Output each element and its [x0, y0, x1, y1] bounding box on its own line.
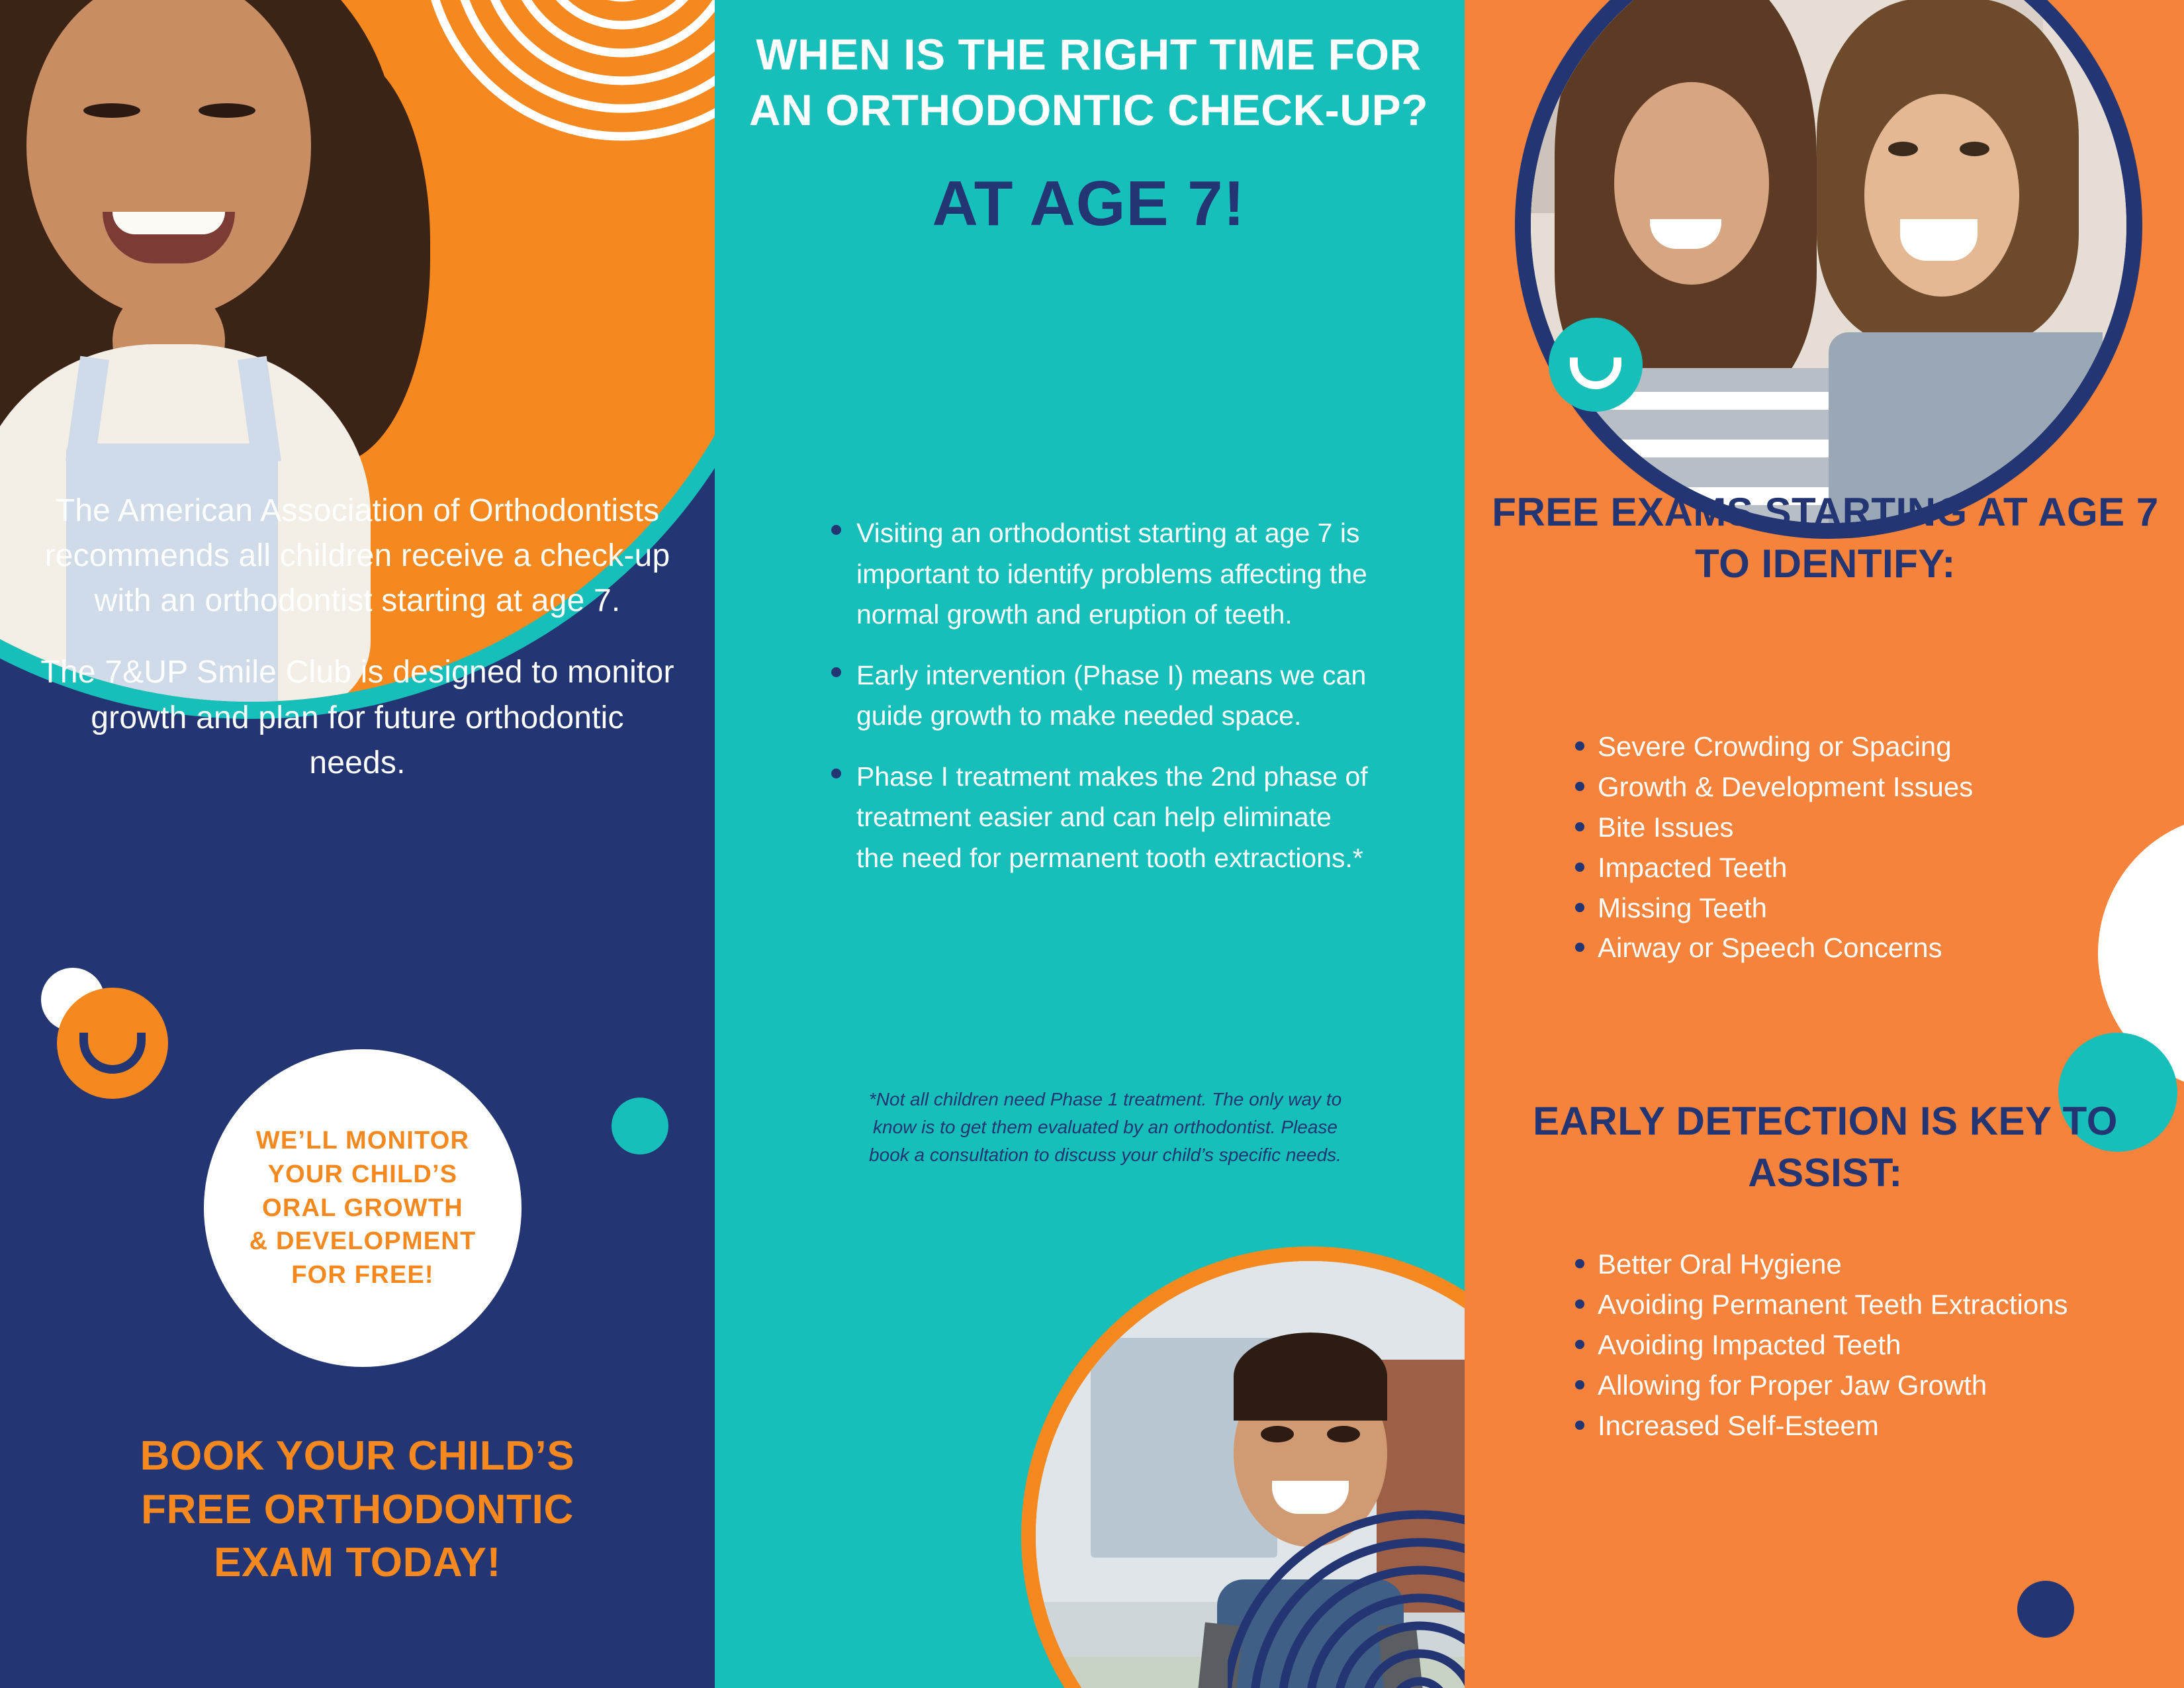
badge-text	[250, 1124, 477, 1293]
center-footnote: *Not all children need Phase 1 treatment. The only way to know is to get them evaluated by an orthodontist. Please book a consultation to discuss your child’s specific needs.	[868, 1089, 1342, 1165]
badge-line-5-emphasis: FREE!	[354, 1261, 434, 1289]
badge-line-2: YOUR CHILD’S	[267, 1160, 458, 1188]
free-monitoring-badge	[204, 1049, 522, 1367]
list-item: Better Oral Hygiene	[1575, 1244, 2171, 1285]
list-item: Avoiding Permanent Teeth Extractions	[1575, 1285, 2171, 1325]
cta-line-2: FREE ORTHODONTIC	[141, 1486, 574, 1532]
smile-mouth-arc	[1570, 357, 1621, 389]
badge-line-4: & DEVELOPMENT	[249, 1227, 477, 1256]
call-to-action[interactable]	[40, 1430, 675, 1590]
list-item: Early intervention (Phase I) means we can guide growth to make needed space.	[856, 655, 1377, 737]
left-panel-copy	[40, 489, 675, 786]
left-paragraph-1: The American Association of Orthodontists recommends all children receive a check-up with an orthodontist starting at age 7.	[44, 493, 670, 619]
center-answer: AT AGE 7!	[932, 168, 1246, 239]
center-bullet-list	[827, 513, 1377, 898]
list-item: Missing Teeth	[1575, 888, 2171, 929]
center-heading: WHEN IS THE RIGHT TIME FOR AN ORTHODONTIC CHECK-UP?	[749, 30, 1429, 135]
navy-dot-decoration	[2017, 1581, 2074, 1638]
badge-line-5-prefix: FOR	[291, 1261, 355, 1289]
teal-dot-decoration	[612, 1098, 668, 1154]
cta-line-3-emphasis: EXAM	[214, 1540, 334, 1586]
right-list-1	[1575, 727, 2171, 968]
mother-and-son-photo-circle	[1531, 0, 2126, 523]
badge-line-5	[250, 1258, 477, 1292]
badge-line-1: WE’LL MONITOR	[255, 1126, 470, 1154]
list-item: Impacted Teeth	[1575, 848, 2171, 888]
smile-icon	[57, 988, 168, 1099]
right-list-2	[1575, 1244, 2171, 1446]
list-item: Phase I treatment makes the 2nd phase of treatment easier and can help eliminate the need for permanent tooth extractions.*	[856, 757, 1377, 879]
cta-line-3-suffix: TODAY!	[334, 1540, 501, 1586]
smile-mouth-arc	[79, 1033, 146, 1074]
list-item: Severe Crowding or Spacing	[1575, 727, 2171, 767]
list-item: Increased Self-Esteem	[1575, 1406, 2171, 1446]
right-heading-1: FREE EXAMS STARTING AT AGE 7 TO IDENTIFY:	[1492, 490, 2159, 586]
left-paragraph-2: The 7&UP Smile Club is designed to monitor growth and plan for future orthodontic needs.	[40, 655, 674, 780]
list-item: Growth & Development Issues	[1575, 767, 2171, 808]
badge-line-3: ORAL GROWTH	[262, 1194, 463, 1222]
list-item: Bite Issues	[1575, 808, 2171, 848]
list-item: Avoiding Impacted Teeth	[1575, 1325, 2171, 1366]
right-heading-2: EARLY DETECTION IS KEY TO ASSIST:	[1533, 1099, 2118, 1195]
cta-line-3	[40, 1536, 675, 1590]
list-item: Allowing for Proper Jaw Growth	[1575, 1366, 2171, 1406]
list-item: Airway or Speech Concerns	[1575, 928, 2171, 968]
list-item: Visiting an orthodontist starting at age 7 is important to identify problems affecting the normal growth and eruption of teeth.	[856, 513, 1377, 635]
smile-icon	[1549, 318, 1643, 412]
cta-line-1: BOOK YOUR CHILD’S	[140, 1433, 575, 1479]
